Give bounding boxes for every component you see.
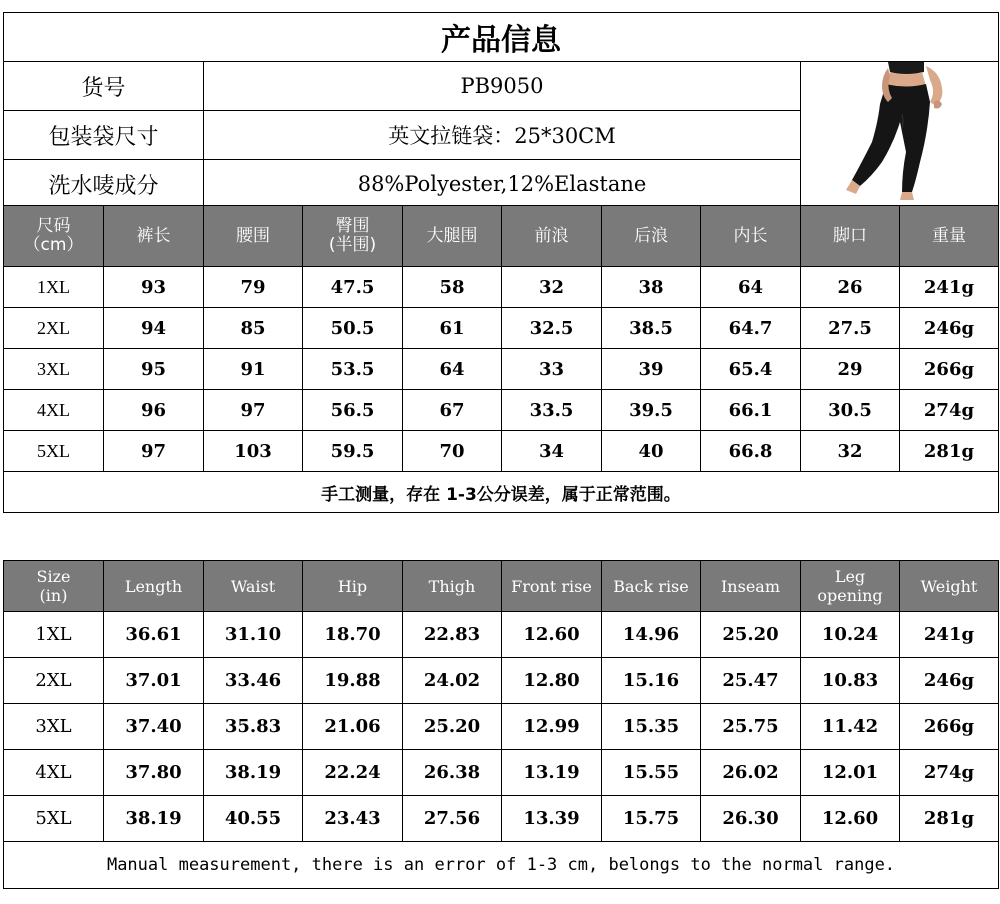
value-cell: 25.47 [701, 658, 801, 704]
table-row [4, 704, 999, 750]
value-cell: 266g [900, 704, 999, 750]
header-cell: 后浪 [602, 206, 701, 267]
measurement-note-en: Manual measurement, there is an error of 1-3 cm, belongs to the normal range. [4, 842, 999, 889]
value-cell: 33.5 [502, 390, 602, 431]
table-row [4, 612, 999, 658]
value-cell: 97 [104, 431, 204, 472]
leggings-model-image [802, 62, 998, 203]
package-size-label: 包装袋尺寸 [4, 111, 204, 160]
item-number-label: 货号 [4, 62, 204, 111]
table-row [4, 431, 999, 472]
header-cell: 前浪 [502, 206, 602, 267]
item-number-value: PB9050 [204, 62, 801, 111]
value-cell: 32.5 [502, 308, 602, 349]
value-cell: 32 [502, 267, 602, 308]
header-cell: Size (in) [4, 561, 104, 612]
value-cell: 64.7 [701, 308, 801, 349]
value-cell: 15.55 [602, 750, 701, 796]
value-cell: 11.42 [801, 704, 900, 750]
value-cell: 15.75 [602, 796, 701, 842]
size-cell: 3XL [4, 704, 104, 750]
measurement-note-cn: 手工测量，存在 1-3公分误差，属于正常范围。 [4, 472, 999, 513]
value-cell: 26.38 [403, 750, 502, 796]
table-row [4, 750, 999, 796]
header-cell: Length [104, 561, 204, 612]
header-cell: Front rise [502, 561, 602, 612]
value-cell: 37.01 [104, 658, 204, 704]
package-size-value: 英文拉链袋：25*30CM [204, 111, 801, 160]
value-cell: 96 [104, 390, 204, 431]
value-cell: 40.55 [204, 796, 303, 842]
value-cell: 25.20 [701, 612, 801, 658]
size-cell: 1XL [4, 612, 104, 658]
value-cell: 94 [104, 308, 204, 349]
value-cell: 53.5 [303, 349, 403, 390]
value-cell: 32 [801, 431, 900, 472]
value-cell: 281g [900, 796, 999, 842]
header-cell: 尺码 （cm） [4, 206, 104, 267]
care-label-composition-label: 洗水唛成分 [4, 160, 204, 209]
product-image [801, 62, 999, 209]
value-cell: 10.24 [801, 612, 900, 658]
value-cell: 12.60 [801, 796, 900, 842]
header-cell: Waist [204, 561, 303, 612]
value-cell: 12.80 [502, 658, 602, 704]
product-info-table [3, 12, 999, 209]
size-cell: 5XL [4, 431, 104, 472]
value-cell: 246g [900, 308, 999, 349]
value-cell: 25.20 [403, 704, 502, 750]
value-cell: 61 [403, 308, 502, 349]
value-cell: 66.8 [701, 431, 801, 472]
value-cell: 38.19 [204, 750, 303, 796]
header-cell: 臀围 (半围) [303, 206, 403, 267]
size-cell: 2XL [4, 658, 104, 704]
value-cell: 23.43 [303, 796, 403, 842]
table-header-row [4, 206, 999, 267]
table-row [4, 349, 999, 390]
value-cell: 33.46 [204, 658, 303, 704]
header-cell: 脚口 [801, 206, 900, 267]
table-row [4, 390, 999, 431]
value-cell: 15.16 [602, 658, 701, 704]
value-cell: 24.02 [403, 658, 502, 704]
value-cell: 39 [602, 349, 701, 390]
value-cell: 47.5 [303, 267, 403, 308]
value-cell: 274g [900, 390, 999, 431]
value-cell: 26.02 [701, 750, 801, 796]
value-cell: 31.10 [204, 612, 303, 658]
table-row [4, 658, 999, 704]
value-cell: 56.5 [303, 390, 403, 431]
header-cell: Thigh [403, 561, 502, 612]
value-cell: 35.83 [204, 704, 303, 750]
value-cell: 26 [801, 267, 900, 308]
value-cell: 26.30 [701, 796, 801, 842]
table-row [4, 308, 999, 349]
value-cell: 67 [403, 390, 502, 431]
page-title: 产品信息 [4, 13, 999, 62]
header-cell: 裤长 [104, 206, 204, 267]
value-cell: 266g [900, 349, 999, 390]
value-cell: 95 [104, 349, 204, 390]
value-cell: 29 [801, 349, 900, 390]
value-cell: 64 [701, 267, 801, 308]
value-cell: 38 [602, 267, 701, 308]
value-cell: 40 [602, 431, 701, 472]
table-row [4, 267, 999, 308]
value-cell: 103 [204, 431, 303, 472]
header-cell: 腰围 [204, 206, 303, 267]
value-cell: 39.5 [602, 390, 701, 431]
value-cell: 50.5 [303, 308, 403, 349]
value-cell: 27.56 [403, 796, 502, 842]
value-cell: 91 [204, 349, 303, 390]
value-cell: 281g [900, 431, 999, 472]
value-cell: 33 [502, 349, 602, 390]
header-cell: Back rise [602, 561, 701, 612]
value-cell: 19.88 [303, 658, 403, 704]
value-cell: 274g [900, 750, 999, 796]
size-cell: 4XL [4, 390, 104, 431]
table-header-row [4, 561, 999, 612]
size-cell: 2XL [4, 308, 104, 349]
value-cell: 22.83 [403, 612, 502, 658]
size-cell: 5XL [4, 796, 104, 842]
header-cell: 内长 [701, 206, 801, 267]
value-cell: 79 [204, 267, 303, 308]
value-cell: 25.75 [701, 704, 801, 750]
header-cell: Inseam [701, 561, 801, 612]
value-cell: 12.99 [502, 704, 602, 750]
header-cell: Weight [900, 561, 999, 612]
size-cell: 1XL [4, 267, 104, 308]
size-table-cm [3, 205, 999, 513]
header-cell: Leg opening [801, 561, 900, 612]
value-cell: 65.4 [701, 349, 801, 390]
value-cell: 66.1 [701, 390, 801, 431]
value-cell: 21.06 [303, 704, 403, 750]
value-cell: 241g [900, 612, 999, 658]
value-cell: 13.19 [502, 750, 602, 796]
header-cell: 大腿围 [403, 206, 502, 267]
value-cell: 93 [104, 267, 204, 308]
table-row [4, 796, 999, 842]
value-cell: 37.80 [104, 750, 204, 796]
value-cell: 59.5 [303, 431, 403, 472]
value-cell: 64 [403, 349, 502, 390]
size-cell: 3XL [4, 349, 104, 390]
value-cell: 97 [204, 390, 303, 431]
value-cell: 15.35 [602, 704, 701, 750]
value-cell: 38.5 [602, 308, 701, 349]
value-cell: 14.96 [602, 612, 701, 658]
value-cell: 70 [403, 431, 502, 472]
size-table-inch [3, 560, 999, 889]
value-cell: 22.24 [303, 750, 403, 796]
value-cell: 58 [403, 267, 502, 308]
value-cell: 241g [900, 267, 999, 308]
value-cell: 18.70 [303, 612, 403, 658]
header-cell: Hip [303, 561, 403, 612]
value-cell: 13.39 [502, 796, 602, 842]
value-cell: 12.60 [502, 612, 602, 658]
size-cell: 4XL [4, 750, 104, 796]
value-cell: 36.61 [104, 612, 204, 658]
value-cell: 34 [502, 431, 602, 472]
care-label-composition-value: 88%Polyester,12%Elastane [204, 160, 801, 209]
value-cell: 246g [900, 658, 999, 704]
value-cell: 10.83 [801, 658, 900, 704]
value-cell: 37.40 [104, 704, 204, 750]
header-cell: 重量 [900, 206, 999, 267]
value-cell: 27.5 [801, 308, 900, 349]
value-cell: 12.01 [801, 750, 900, 796]
value-cell: 30.5 [801, 390, 900, 431]
value-cell: 85 [204, 308, 303, 349]
value-cell: 38.19 [104, 796, 204, 842]
